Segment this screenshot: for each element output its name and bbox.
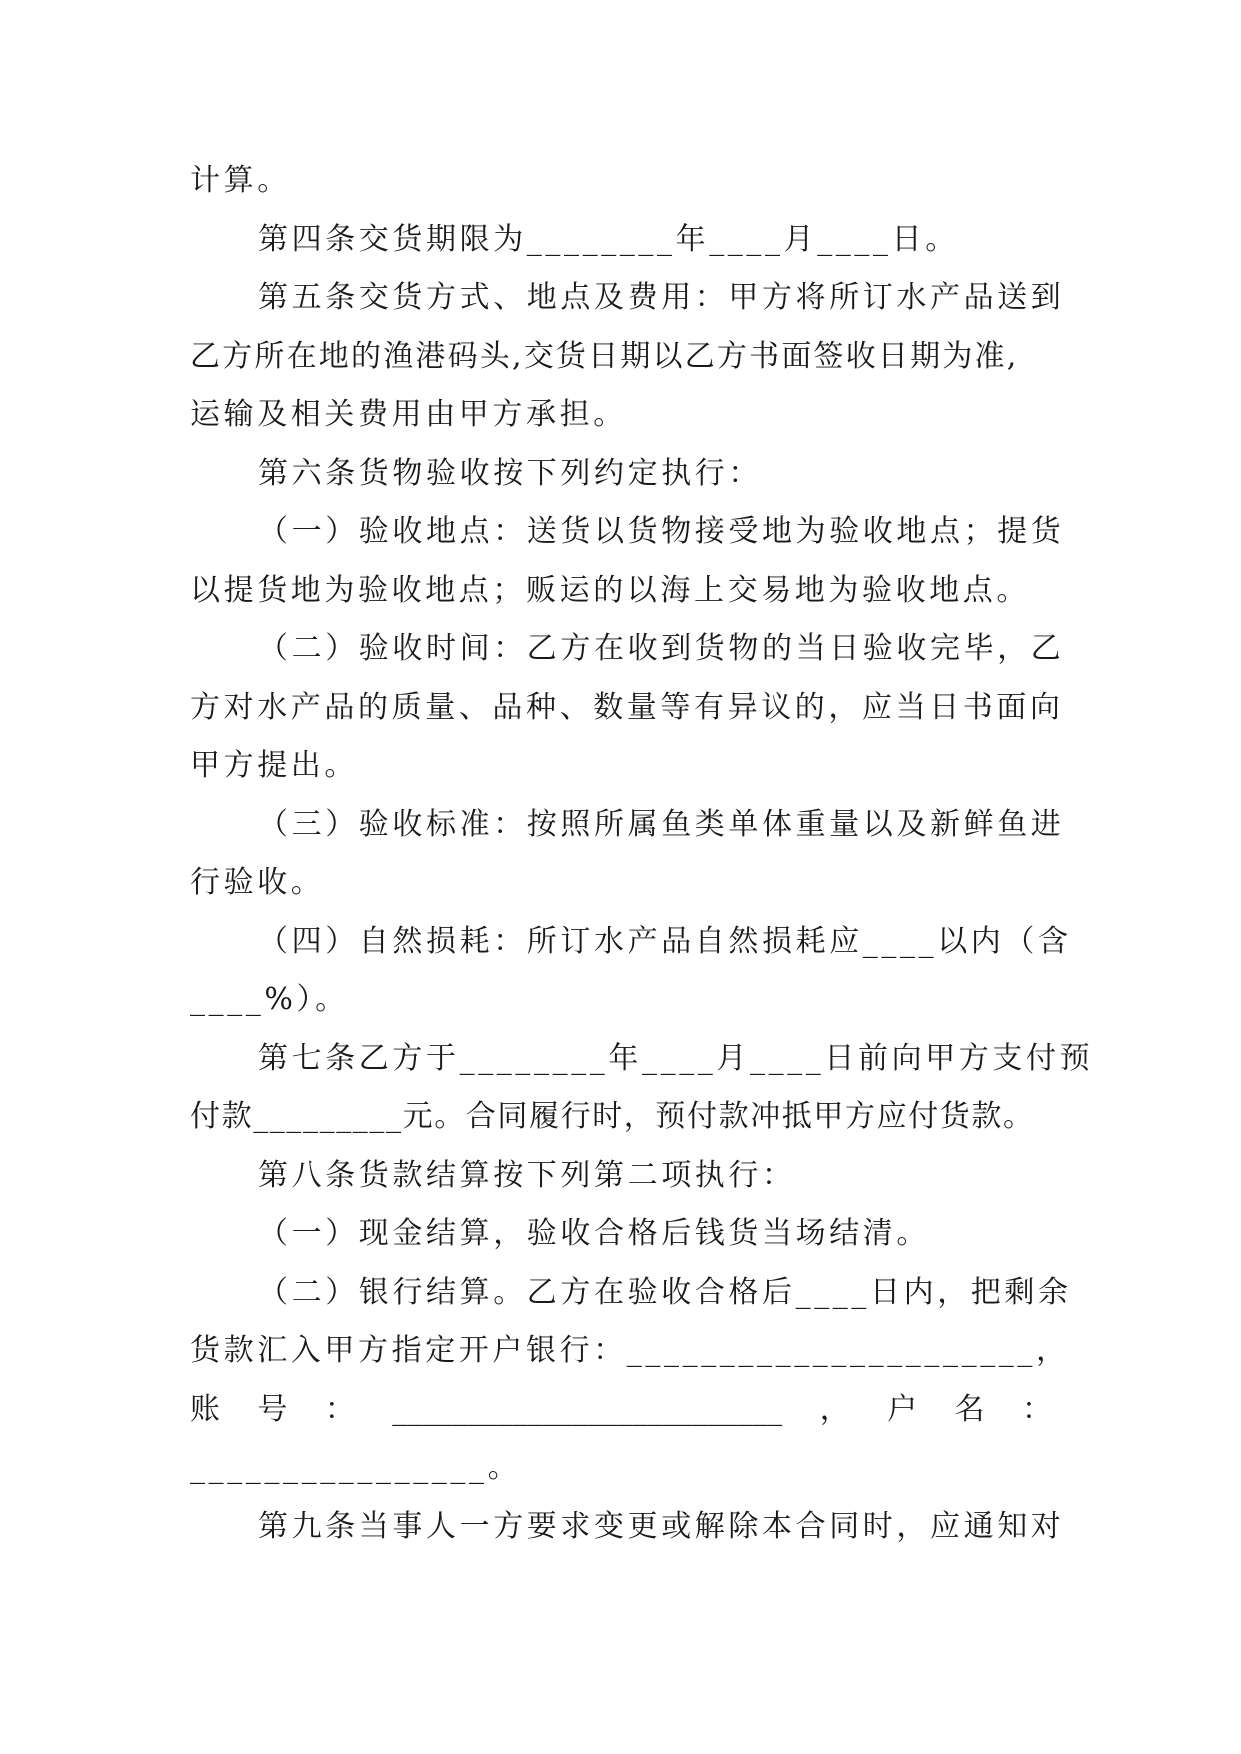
text-line: 第六条货物验收按下列约定执行： [258, 455, 762, 491]
name-label-char: 名 [954, 1391, 985, 1427]
text-line: 第九条当事人一方要求变更或解除本合同时，应通知对 [258, 1508, 1065, 1544]
name-label-char: 户 [887, 1391, 918, 1427]
account-label-char: 账 [190, 1391, 220, 1427]
account-label-char: 号 [257, 1391, 288, 1427]
text-line: 第七条乙方于________年____月____日前向甲方支付预 [258, 1040, 1094, 1076]
text-line: 货款汇入甲方指定开户银行：______________________， [190, 1333, 1070, 1368]
document-page [190, 152, 1094, 1556]
text-line: ________________。 [190, 1450, 522, 1485]
text-line: 第四条交货期限为________年____月____日。 [258, 221, 959, 257]
text-line: 乙方所在地的渔港码头,交货日期以乙方书面签收日期为准, [190, 338, 1019, 374]
text-line: 运输及相关费用由甲方承担。 [190, 397, 627, 432]
colon: ： [324, 1391, 355, 1427]
text-line: 付款_________元。合同履行时，预付款冲抵甲方应付货款。 [190, 1099, 1035, 1134]
comma: ， [819, 1391, 850, 1427]
text-line: （二）银行结算。乙方在验收合格后____日内，把剩余 [258, 1274, 1072, 1310]
text-line: 第八条货款结算按下列第二项执行： [258, 1157, 796, 1193]
text-line: ____%）。 [190, 982, 349, 1017]
text-line: （三）验收标准：按照所属鱼类单体重量以及新鲜鱼进 [258, 806, 1065, 842]
text-line: 第五条交货方式、地点及费用：甲方将所订水产品送到 [258, 280, 1065, 315]
colon: ： [1021, 1391, 1052, 1427]
text-line: 甲方提出。 [190, 748, 358, 783]
text-line: （二）验收时间：乙方在收到货物的当日验收完毕，乙 [258, 631, 1065, 666]
account-line [190, 1381, 1052, 1440]
text-line: 行验收。 [190, 865, 325, 900]
text-line: （一）现金结算，验收合格后钱货当场结清。 [258, 1216, 930, 1251]
text-line: 计算。 [190, 163, 291, 198]
account-number-blank: __________________________ [392, 1391, 783, 1427]
text-line: 以提货地为验收地点；贩运的以海上交易地为验收地点。 [190, 572, 1030, 608]
text-line: 方对水产品的质量、品种、数量等有异议的，应当日书面向 [190, 689, 1064, 725]
text-line: （一）验收地点：送货以货物接受地为验收地点；提货 [258, 514, 1065, 549]
text-line: （四）自然损耗：所订水产品自然损耗应____以内（含 [258, 923, 1072, 959]
